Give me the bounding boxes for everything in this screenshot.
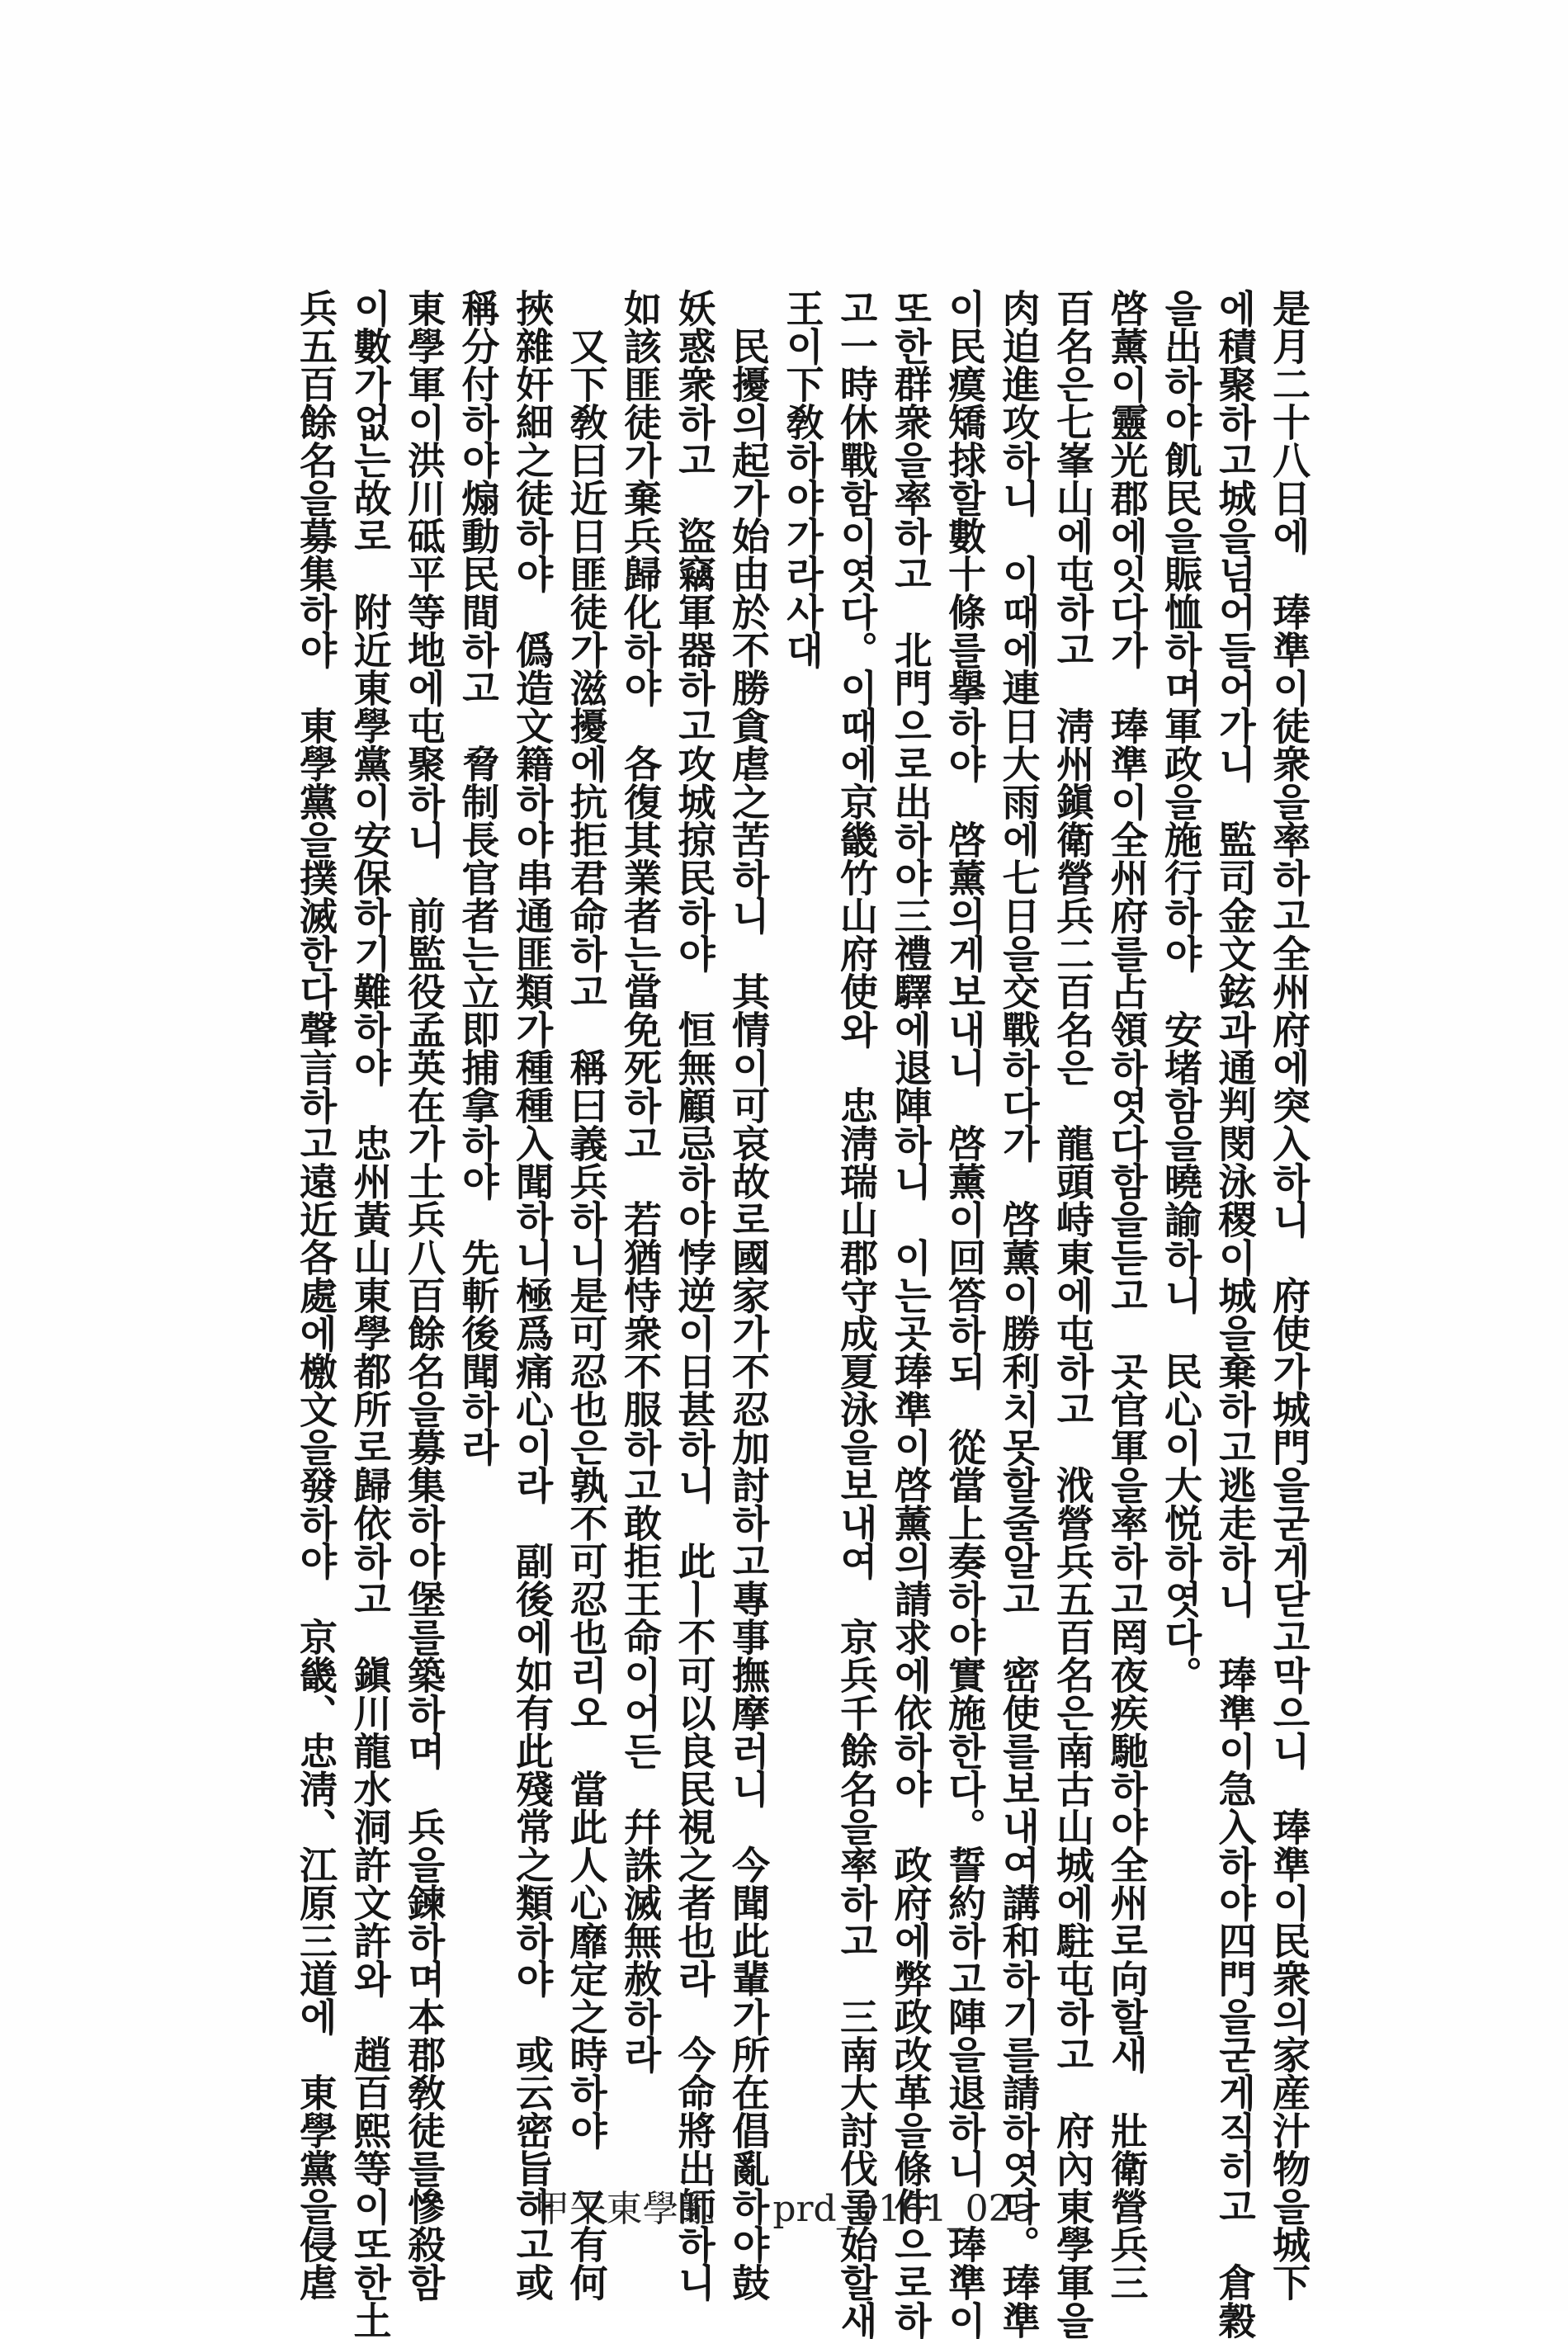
text-column: 挾雜奸細之徒하야 僞造文籍하야串通匪類가種種入聞하니極爲痛心이라 副後에如有此殘常之類하야 或云密旨하고或 (510, 289, 555, 2301)
text-column: 民擾의起가始由於不勝貪虐之苦하니 其情이可哀故로國家가不忍加討하고專事撫摩러니 今聞此輩가所在倡亂하야鼓 (726, 289, 771, 2301)
text-column: 또한群衆을率하고 北門으로出하야三禮驛에退陣하니 이는곳琫準이啓薰의請求에依하야 政府에弊政改革을條件으로하 (888, 289, 933, 2339)
text-column: 百名은七峯山에屯하고 淸州鎭衛營兵二百名은 龍頭峙東에屯하고 浌營兵五百名은南古山城에駐屯하고 府內東學軍을 (1051, 289, 1095, 2339)
text-column: 妖惑衆하고 盜竊軍器하고攻城掠民하야 恒無顧忌하야悖逆이日甚하니 此ㅣ不可以良民視之者也라 今命將出師하니 (672, 289, 717, 2301)
page-footer (0, 2179, 1568, 2232)
text-column: 如該匪徒가棄兵歸化하야 各復其業者는當免死하고 若猶恃衆不服하고敢拒王命이어든 幷誅滅無赦하라 (618, 289, 663, 2073)
text-column: 稱分付하야煽動民間하고 脅制長官者는立即捕拿하야 先斬後聞하라 (456, 289, 501, 1466)
text-column: 兵五百餘名을募集하야 東學黨을撲滅한다聲言하고遠近各處에檄文을發하야 京畿、忠淸、江原三道에 東學黨을侵虐 (294, 289, 338, 2301)
text-column: 이民瘼矯捄할數十條를擧하야 啓薰의게보내니 啓薰이回答하되 從當上奏하야實施한다。誓約하고陣을退하니 琫準이 (942, 289, 987, 2339)
text-column: 啓薰이靈光郡에잇다가 琫準이全州府를占領하엿다함을듣고 곳官軍을率하고罔夜疾馳하야全州로向할새 壯衛營兵三 (1104, 289, 1150, 2301)
text-column: 이數가없는故로 附近東學黨이安保하기難하야 忠州黃山東學都所로歸依하고 鎭川龍水洞許文許와 趙百熙等이또한土 (347, 289, 393, 2339)
text-column: 을出하야飢民을賑恤하며軍政을施行하야 安堵함을曉諭하니 民心이大悦하엿다。 (1159, 289, 1203, 1694)
text-column: 東學軍이洪川砥平等地에屯聚하니 前監役孟英在가土兵八百餘名을募集하야堡를築하며 兵을鍊하며本郡敎徒를慘殺함 (402, 289, 446, 2301)
page-id: prd_0161_025 (772, 2188, 1035, 2230)
text-column: 고一時休戰함이엿다。이때에京畿竹山府使와 忠淸瑞山郡守成夏泳을보내여 京兵千餘名을率하고 三南大討伐를始할새 (834, 289, 879, 2339)
text-column: 又下敎曰近日匪徒가滋擾에抗拒君命하고 稱曰義兵하니是可忍也은孰不可忍也리오 當此人心靡定之時하야 又有何 (564, 289, 609, 2301)
text-column: 是月二十八日에 琫準이徒衆을率하고全州府에突入하니 府使가城門을굳게닫고막으니 琫準이民衆의家産汁物을城下 (1267, 289, 1311, 2301)
text-column: 에積聚하고城을넘어들어가니 監司金文鉉과通判閔泳稷이城을棄하고逃走하니 琫準이急入하야四門을굳게직히고 倉穀 (1212, 289, 1258, 2339)
text-column: 王이下敎하야가라사대 (780, 289, 825, 669)
text-column: 肉迫進攻하니 이때에連日大雨에七日을交戰하다가 啓薰이勝利치못할줄알고 密使를보내여講和하기를請하엿다。琫準 (996, 289, 1041, 2339)
book-title: 甲午東學亂 (533, 2188, 716, 2230)
